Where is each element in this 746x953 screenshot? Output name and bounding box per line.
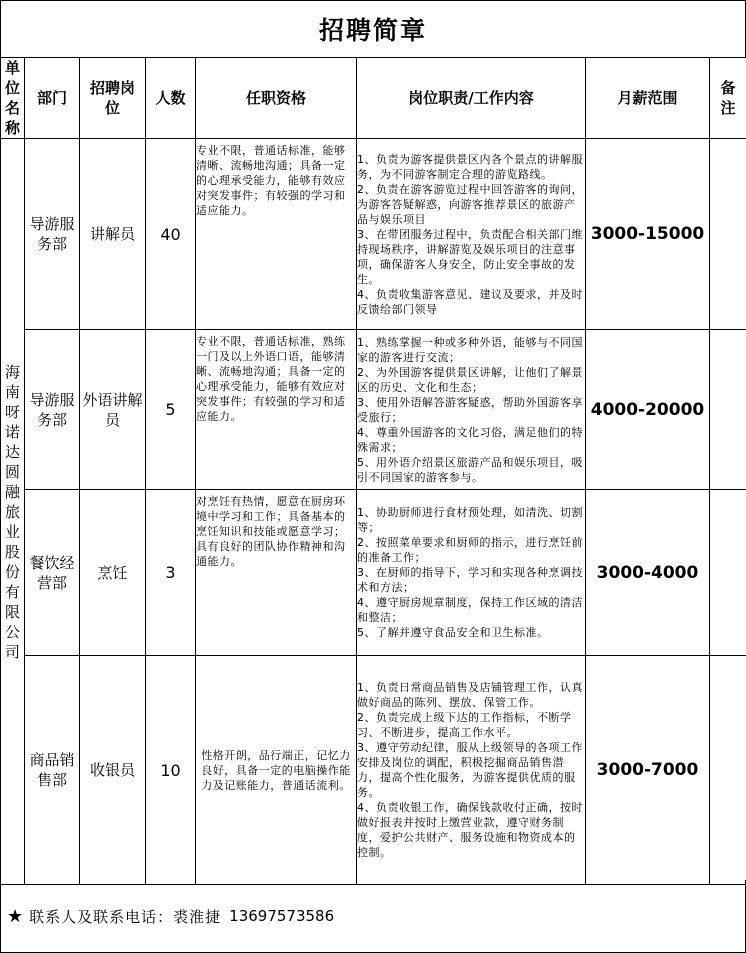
- contact-footer: [0, 880, 746, 953]
- company-name: 海南呀诺达圆融旅业股份有限公司: [4, 362, 20, 661]
- table-row: [1, 656, 746, 885]
- qualification-cell: 性格开朗，品行端正，记忆力良好，具备一定的电脑操作能力及记账能力，普通话流利。: [196, 656, 357, 885]
- position-cell: 外语讲解员: [80, 330, 146, 490]
- header-count: 人数: [146, 58, 196, 139]
- count-cell: 5: [146, 330, 196, 490]
- count-cell: 40: [146, 139, 196, 330]
- qualification-cell: 专业不限，普通话标准，熟练一门及以上外语口语，能够清晰、流畅地沟通；具备一定的心理承受能力，能够有效应对突发事件；有较强的学习和适应能力。: [196, 330, 357, 490]
- contact-phone: 13697573586: [229, 907, 335, 925]
- recruitment-table: [0, 57, 746, 885]
- remark-cell: [710, 656, 746, 885]
- remark-cell: [710, 139, 746, 330]
- position-cell: 收银员: [80, 656, 146, 885]
- qualification-cell: 专业不限，普通话标准，能够清晰、流畅地沟通；具备一定的心理承受能力，能够有效应对突发事件；有较强的学习和适应能力。: [196, 139, 357, 330]
- remark-cell: [710, 490, 746, 656]
- count-cell: 3: [146, 490, 196, 656]
- count-cell: 10: [146, 656, 196, 885]
- qualification-cell: 对烹饪有热情，愿意在厨房环境中学习和工作；具备基本的烹饪知识和技能或愿意学习；具有良好的团队协作精神和沟通能力。: [196, 490, 357, 656]
- remark-cell: [710, 330, 746, 490]
- header-remark: 备注: [710, 58, 746, 139]
- company-name-cell: [1, 139, 25, 885]
- department-cell: 商品销售部: [25, 656, 80, 885]
- table-row: [1, 330, 746, 490]
- header-qualification: 任职资格: [196, 58, 357, 139]
- duties-cell: 1、负责为游客提供景区内各个景点的讲解服务，为不同游客制定合理的游览路线。 2、负责在游客游览过程中回答游客的询问，为游客答疑解惑，向游客推荐景区的旅游产品与娱乐项目 3、在带团服务过程中，负责配合相关部门维持现场秩序，讲解游览及娱乐项目的注意事项，确保游客人身安全，防止安全事故的发生。 4、负责收集游客意见、建议及要求，并及时反馈给部门领导: [357, 139, 586, 330]
- table-row: [1, 490, 746, 656]
- header-salary: 月薪范围: [586, 58, 710, 139]
- duties-cell: 1、熟练掌握一种或多种外语，能够与不同国家的游客进行交流； 2、为外国游客提供景区讲解，让他们了解景区的历史、文化和生态； 3、使用外语解答游客疑惑，帮助外国游客享受旅行； 4、尊重外国游客的文化习俗，满足他们的特殊需求； 5、用外语介绍景区旅游产品和娱乐项目，吸引不同国家的游客参与。: [357, 330, 586, 490]
- table-row: [1, 139, 746, 330]
- salary-cell: 4000-20000: [586, 330, 710, 490]
- salary-cell: 3000-4000: [586, 490, 710, 656]
- salary-cell: 3000-15000: [586, 139, 710, 330]
- header-company: 单位名称: [1, 58, 25, 139]
- department-cell: 导游服务部: [25, 139, 80, 330]
- duties-cell: 1、协助厨师进行食材预处理，如清洗、切割等； 2、按照菜单要求和厨师的指示，进行烹饪前的准备工作； 3、在厨师的指导下，学习和实现各种烹调技术和方法； 4、遵守厨房规章制度，保持工作区域的清洁和整洁； 5、了解并遵守食品安全和卫生标准。: [357, 490, 586, 656]
- header-row: [1, 58, 746, 139]
- position-cell: 烹饪: [80, 490, 146, 656]
- department-cell: 导游服务部: [25, 330, 80, 490]
- header-position: 招聘岗位: [80, 58, 146, 139]
- salary-cell: 3000-7000: [586, 656, 710, 885]
- department-cell: 餐饮经营部: [25, 490, 80, 656]
- page-title: 招聘简章: [0, 0, 746, 57]
- header-department: 部门: [25, 58, 80, 139]
- star-icon: ★: [7, 905, 24, 927]
- contact-label: 联系人及联系电话：裘淮捷: [29, 907, 222, 926]
- header-duties: 岗位职责/工作内容: [357, 58, 586, 139]
- position-cell: 讲解员: [80, 139, 146, 330]
- duties-cell: 1、负责日常商品销售及店铺管理工作，认真做好商品的陈列、摆放、保管工作。 2、负责完成上级下达的工作指标，不断学习、不断进步，提高工作水平。 3、遵守劳动纪律，服从上级领导的各项工作安排及岗位的调配，积极挖掘商品销售潜力，提高个性化服务，为游客提供优质的服务。 4、负责收银工作，确保钱款收付正确，按时做好报表并按时上缴营业款，遵守财务制度，爱护公共财产、服务设施和物资成本的控制。: [357, 656, 586, 885]
